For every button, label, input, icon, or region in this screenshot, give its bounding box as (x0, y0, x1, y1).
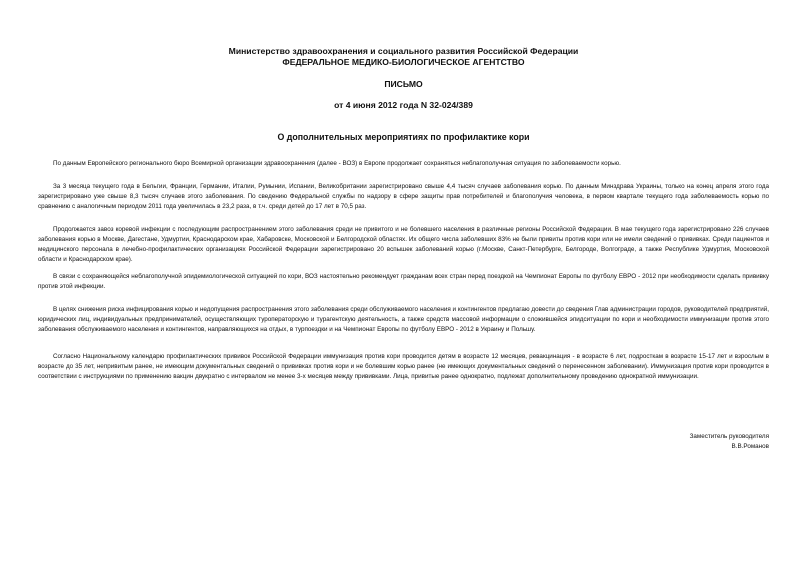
paragraph-5: В целях снижения риска инфицирования корью и недопущения распространения этого заболевания среди обслуживаемого населения и контингентов предлагаю довести до сведения Глав администрации городов, руководителей предприятий, юридических лиц, индивидуальных предпринимателей, осуществляющих туроператорскую и турагентскую деятельность, а также средств массовой информации о сложившейся эпидситуации по кори и необходимости иммунизации против этого заболевания обслуживаемого населения и контингентов, направляющихся на отдых, в турпоездки и на Чемпионат Европы по футболу ЕВРО - 2012 в Украину и Польшу. (38, 306, 769, 333)
ministry-heading: Министерство здравоохранения и социального развития Российской Федерации (228, 46, 579, 56)
paragraph-3: Продолжается завоз коревой инфекции с последующим распространением этого заболевания среди не привитого и не болевшего населения в различные регионы Российской Федерации. В мае текущего года зарегистрировано 226 случаев заболевания корью в Москве, Дагестане, Удмуртии, Краснодарском крае, Хабаровске, Московской и Белгородской областях. Их общего числа заболевших 83% не были привиты против кори или не имели сведений о прививках. Среди пациентов и медицинского персонала в лечебно-профилактических организациях Российской Федерации зарегистрировано 20 вспышек заболеваний корью (г.Москве, Санкт-Петербурге, Белгороде, Волгограде, а также Республике Удмуртия, Московской области и Краснодарском крае). (38, 226, 769, 263)
agency-heading: ФЕДЕРАЛЬНОЕ МЕДИКО-БИОЛОГИЧЕСКОЕ АГЕНТСТВО (282, 57, 525, 67)
paragraph-1: По данным Европейского регионального бюро Всемирной организации здравоохранения (далее - ВОЗ) в Европе продолжает сохраняться неблагополучная ситуация по заболеваемости корью. (53, 160, 621, 167)
signature-name: В.В.Романов (731, 443, 769, 450)
date-number-heading: от 4 июня 2012 года N 32-024/389 (334, 100, 473, 110)
document-type-heading: ПИСЬМО (384, 79, 423, 89)
subject-heading: О дополнительных мероприятиях по профилактике кори (277, 132, 530, 142)
signature-position: Заместитель руководителя (689, 433, 769, 440)
paragraph-2: За 3 месяца текущего года в Бельгии, Франции, Германии, Италии, Румынии, Испании, Великобритании зарегистрировано свыше 4,4 тысяч случаев заболевания корью. По данным Минздрава Украины, только на конец апреля этого года зарегистрировано уже свыше 8,3 тысяч случаев этого заболевания. По сведению Федеральной службы по надзору в сфере защиты прав потребителей и благополучия человека, в первом квартале текущего года заболеваемость корью по сравнению с аналогичным периодом 2011 года увеличилась в 23,2 раза, в т.ч. среди детей до 17 лет в 70,5 раз. (38, 183, 769, 210)
paragraph-4: В связи с сохраняющейся неблагополучной эпидемиологической ситуацией по кори, ВОЗ настоятельно рекомендует гражданам всех стран перед поездкой на Чемпионат Европы по футболу ЕВРО - 2012 при необходимости сделать прививку против этой инфекции. (38, 273, 769, 290)
paragraph-6: Согласно Национальному календарю профилактических прививок Российской Федерации иммунизация против кори проводится детям в возрасте 12 месяцев, ревакцинация - в возрасте 6 лет, подросткам в возрасте 15-17 лет и взрослым в возрасте до 35 лет, непривитым ранее, не имеющим документальных сведений о прививках против кори и не болевшим корью ранее (не имеющих документальных сведений о перенесенном заболевании). Иммунизация против кори проводится в соответствии с инструкциями по применению вакцин двукратно с интервалом не менее 3-х месяцев между прививками. Лица, привитые ранее однократно, подлежат дополнительному проведению однократной иммунизации. (38, 353, 769, 380)
